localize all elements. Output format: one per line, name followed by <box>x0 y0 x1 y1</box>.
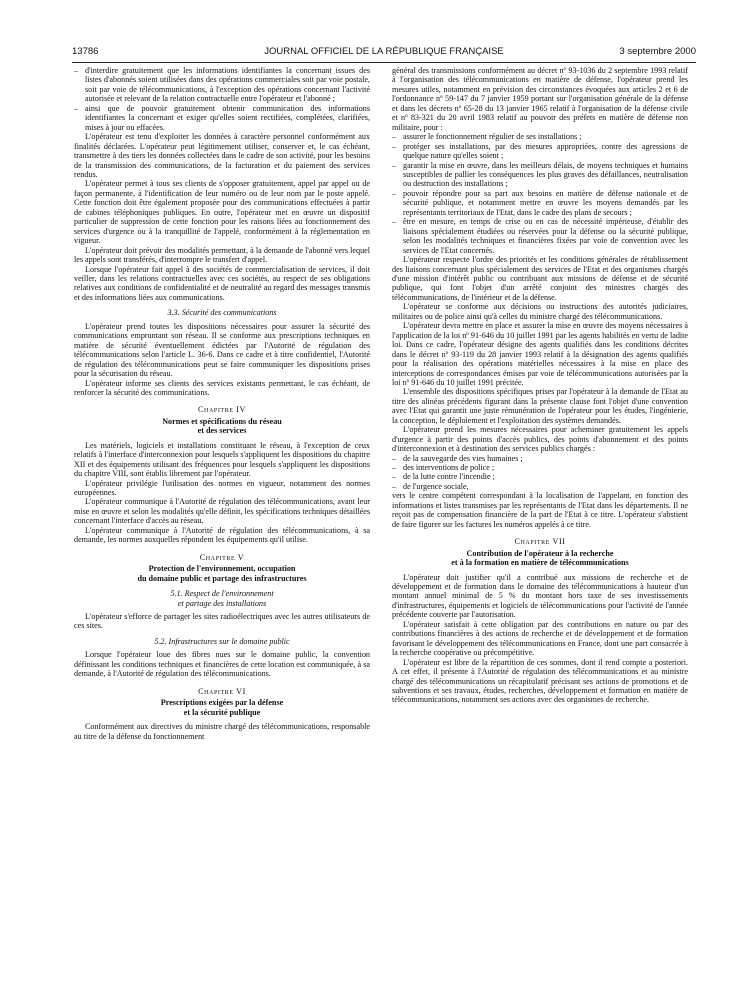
paragraph: Les matériels, logiciels et installations constituant le réseau, à l'exception de ceux relatifs à l'interface d'interconnexion pour lesquels s'appliquent les dispositions du chapitre XII et des équipements utilisant des fréquences pour lesquels s'appliquent les dispositions du chapitre VIII, sont établis librement par l'opérateur. <box>74 440 370 479</box>
chapter-heading: Chapitre VI <box>198 686 246 696</box>
left-column <box>74 66 370 966</box>
chapter-heading: Chapitre VII <box>514 537 566 547</box>
list-item: – garantir la mise en œuvre, dans les meilleurs délais, de moyens techniques et humains susceptibles de pallier les conséquences les plus graves des défaillances, neutralisation ou destruction des installations ; <box>392 160 688 189</box>
paragraph: L'opérateur informe ses clients des services existants permettant, le cas échéant, de renforcer la sécurité des communications. <box>74 378 370 397</box>
section-heading: 5.2. Infrastructures sur le domaine public <box>154 636 290 646</box>
section-heading: 3.3. Sécurité des communications <box>167 308 277 318</box>
paragraph: L'opérateur devra mettre en place et assurer la mise en œuvre des moyens nécessaires à l'application de la loi nº 91-646 du 10 juillet 1991 par les agents habilités en vertu de ladite loi. Dans ce cadre, l'opérateur désigne des agents qualifiés dans les conditions décrites dans le décret nº 93-119 du 28 janvier 1993 relatif à la désignation des agents qualifiés pour la réalisation des opérations matérielles nécessaires à la mise en place des interceptions de correspondances émises par voie de télécommunications autorisées par la loi nº 91-646 du 10 juillet 1991 précitée. <box>392 321 688 387</box>
list-item: – d'interdire gratuitement que les informations identifiantes la concernant issues des listes d'abonnés soient utilisées dans des opérations commerciales soit par voie postale, soit par voie de télécommunications, à l'exception des opérations concernant l'activité autorisée et relevant de la relation contractuelle entre l'opérateur et l'abonné ; <box>74 66 370 104</box>
chapter-title: Normes et spécifications du réseau et des services <box>162 416 282 436</box>
paragraph: L'opérateur privilégie l'utilisation des normes en vigueur, notamment des normes européennes. <box>74 478 370 498</box>
header-rule <box>72 62 696 63</box>
list-item: – de l'urgence sociale, <box>392 481 469 491</box>
paragraph: L'opérateur doit justifier qu'il a contribué aux missions de recherche et de développement et de formation dans le domaine des télécommunications à hauteur d'un montant annuel minimal de 5 % du montant hors taxe de ses investissements d'infrastructures, équipements et logiciels de télécommunications pour l'activité de l'année précédente couverte par l'autorisation. <box>392 572 688 620</box>
list-item: – de la lutte contre l'incendie ; <box>392 472 495 482</box>
chapter-heading: Chapitre V <box>199 552 245 562</box>
chapter-title: Protection de l'environnement, occupation du domaine public et partage des infrastructures <box>137 564 307 583</box>
paragraph: vers le centre compétent correspondant à la localisation de l'appelant, en fonction des informations et listes transmises par les représentants de l'Etat dans les départements. Il ne reçoit pas de compensation financière de la part de l'Etat à ce titre. L'opérateur s'abstient de faire figurer sur les factures les numéros appelés à ce titre. <box>392 491 688 529</box>
paragraph: L'opérateur prend toutes les dispositions nécessaires pour assurer la sécurité des communications empruntant son réseau. Il se conforme aux prescriptions techniques en matière de sécurité éventuellement édictées par l'Autorité de régulation des télécommunications selon l'article L. 36-6. Dans ce cadre et à titre confidentiel, l'Autorité de régulation des télécommunications peut se faire communiquer les dispositions prises pour la sécurisation du réseau. <box>74 321 370 379</box>
paragraph: L'opérateur se conforme aux décisions ou instructions des autorités judiciaires, militaires ou de police ainsi qu'à celles du ministre chargé des télécommunications. <box>392 302 688 321</box>
list-item: – protéger ses installations, par des mesures appropriées, contre des agressions de quelque nature qu'elles soient ; <box>392 141 688 161</box>
list-item: – ainsi que de pouvoir gratuitement obtenir communication des informations identifiantes la concernant et exiger qu'elles soient rectifiées, complétées, clarifiées, mises à jour ou effacées. <box>74 103 370 132</box>
paragraph: L'opérateur permet à tous ses clients de s'opposer gratuitement, appel par appel ou de façon permanente, à l'identification de leur numéro ou de leur nom par le poste appelé. Cette fonction doit être également proposée pour des communications effectuées à partir de cabines téléphoniques publiques. En outre, l'opérateur met en œuvre un dispositif particulier de suppression de cette fonction pour les raisons liées au fonctionnement des services d'urgence ou à la tranquillité de l'appelé, conformément à la réglementation en vigueur. <box>74 179 370 246</box>
list-item: – de la sauvegarde des vies humaines ; <box>392 453 523 463</box>
paragraph: L'opérateur s'efforce de partager les sites radioélectriques avec les autres utilisateurs de ces sites. <box>74 612 370 631</box>
paragraph: L'opérateur communique à l'Autorité de régulation des télécommunications, à sa demande, les normes auxquelles répondent les équipements qu'il utilise. <box>74 525 370 545</box>
right-column <box>392 66 688 966</box>
paragraph: L'opérateur respecte l'ordre des priorités et les conditions générales de rétablissement des liaisons concernant plus spécialement des services de l'Etat et des organismes chargés d'une mission d'intérêt public ou contribuant aux missions de défense et de sécurité publique, qui font l'objet d'un arrêté conjoint des ministres chargés des télécommunications, de l'intérieur et de la défense. <box>392 255 688 302</box>
paragraph: L'opérateur communique à l'Autorité de régulation des télécommunications, avant leur mise en œuvre et selon les modalités qu'elle définit, les spécifications techniques détaillées concernant l'interface d'accès au réseau. <box>74 497 370 526</box>
journal-title: JOURNAL OFFICIEL DE LA RÉPUBLIQUE FRANÇAISE <box>264 46 504 57</box>
chapter-title: Prescriptions exigées par la défense et la sécurité publique <box>160 698 284 717</box>
paragraph: Lorsque l'opérateur loue des fibres nues sur le domaine public, la convention définissant les conditions techniques et financières de cette location est communiquée, à sa demande, à l'Autorité de régulation des télécommunications. <box>74 650 370 679</box>
paragraph: L'ensemble des dispositions spécifiques prises par l'opérateur à la demande de l'Etat au titre des alinéas précédents figurant dans la présente clause font l'objet d'une convention avec l'Etat qui garantit une juste rémunération de l'opérateur pour les études, l'ingénierie, la conception, le déploiement et l'exploitation des systèmes demandés. <box>392 387 688 425</box>
paragraph: Conformément aux directives du ministre chargé des télécommunications, responsable au titre de la défense du fonctionnement <box>74 722 370 741</box>
list-item: – pouvoir répondre pour sa part aux besoins en matière de défense nationale et de sécurité publique, et notamment mettre en œuvre les moyens demandés par les représentants territoriaux de l'Etat, dans le cadre des plans de secours ; <box>392 188 688 217</box>
paragraph: Lorsque l'opérateur fait appel à des sociétés de commercialisation de services, il doit veiller, dans les relations contractuelles avec ces sociétés, au respect de ses obligations relatives aux conditions de confidentialité et de neutralité au regard des messages transmis et des informations liées aux communications. <box>74 264 370 302</box>
dash-list <box>392 132 688 255</box>
list-item: – être en mesure, en temps de crise ou en cas de nécessité impérieuse, d'établir des liaisons spécialement étudiées ou réservées pour la défense ou la sécurité publique, selon les modalités techniques et financières fixées par voie de convention avec les services de l'Etat concernés. <box>392 217 688 255</box>
list-item: – des interventions de police ; <box>392 463 495 473</box>
page-header <box>72 46 696 62</box>
paragraph: L'opérateur doit prévoir des modalités permettant, à la demande de l'abonné vers lequel les appels sont transférés, d'interrompre le transfert d'appel. <box>74 245 370 265</box>
paragraph: L'opérateur est tenu d'exploiter les données à caractère personnel conformément aux finalités déclarées. L'opérateur peut légitimement utiliser, conserver et, le cas échéant, transmettre à des tiers les données collectées dans le cadre de son activité, pour les besoins de la transmission des communications, de la facturation et du paiement des services rendus. <box>74 132 370 179</box>
list-item: – assurer le fonctionnement régulier de ses installations ; <box>392 132 582 142</box>
dash-list <box>392 454 688 492</box>
section-heading: 5.1. Respect de l'environnement et partage des installations <box>170 589 274 608</box>
paragraph: L'opérateur prend les mesures nécessaires pour acheminer gratuitement les appels d'urgence à partir des points d'accès publics, des points d'abonnement et des points d'interconnexion et à destination des services publics chargés : <box>392 425 688 454</box>
paragraph: L'opérateur est libre de la répartition de ces sommes, dont il rend compte a posteriori. A cet effet, il présente à l'Autorité de régulation des télécommunications et au ministre chargé des télécommunications un récapitulatif précisant ses actions de promotions et de subventions et ses travaux, études, recherches, développement et formation en matière de télécommunications, notamment ses actions avec des organismes de recherche. <box>392 657 688 705</box>
chapter-heading: Chapitre IV <box>198 405 246 415</box>
chapter-title: Contribution de l'opérateur à la recherche et à la formation en matière de télécommunications <box>451 548 629 568</box>
dash-list <box>74 66 370 132</box>
paragraph: général des transmissions conformément au décret nº 93-1036 du 2 septembre 1993 relatif à l'organisation des télécommunications en matière de défense, l'opérateur prend les mesures utiles, notamment en prévision des circonstances évoquées aux articles 2 et 6 de l'ordonnance nº 59-147 du 7 janvier 1959 portant sur l'organisation générale de la défense et dans les décrets nº 65-28 du 13 janvier 1965 relatif à l'organisation de la défense civile et nº 83-321 du 20 avril 1983 relatif au pouvoir des préfets en matière de défense non militaire, pour : <box>392 66 688 132</box>
paragraph: L'opérateur satisfait à cette obligation par des contributions en nature ou par des contributions financières à des actions de recherche et de développement et de formation favorisant le développement des télécommunications en France, dont une part consacrée à la recherche coopérative ou précompétitive. <box>392 619 688 658</box>
publication-date: 3 septembre 2000 <box>619 46 696 57</box>
page-number: 13786 <box>72 46 99 57</box>
